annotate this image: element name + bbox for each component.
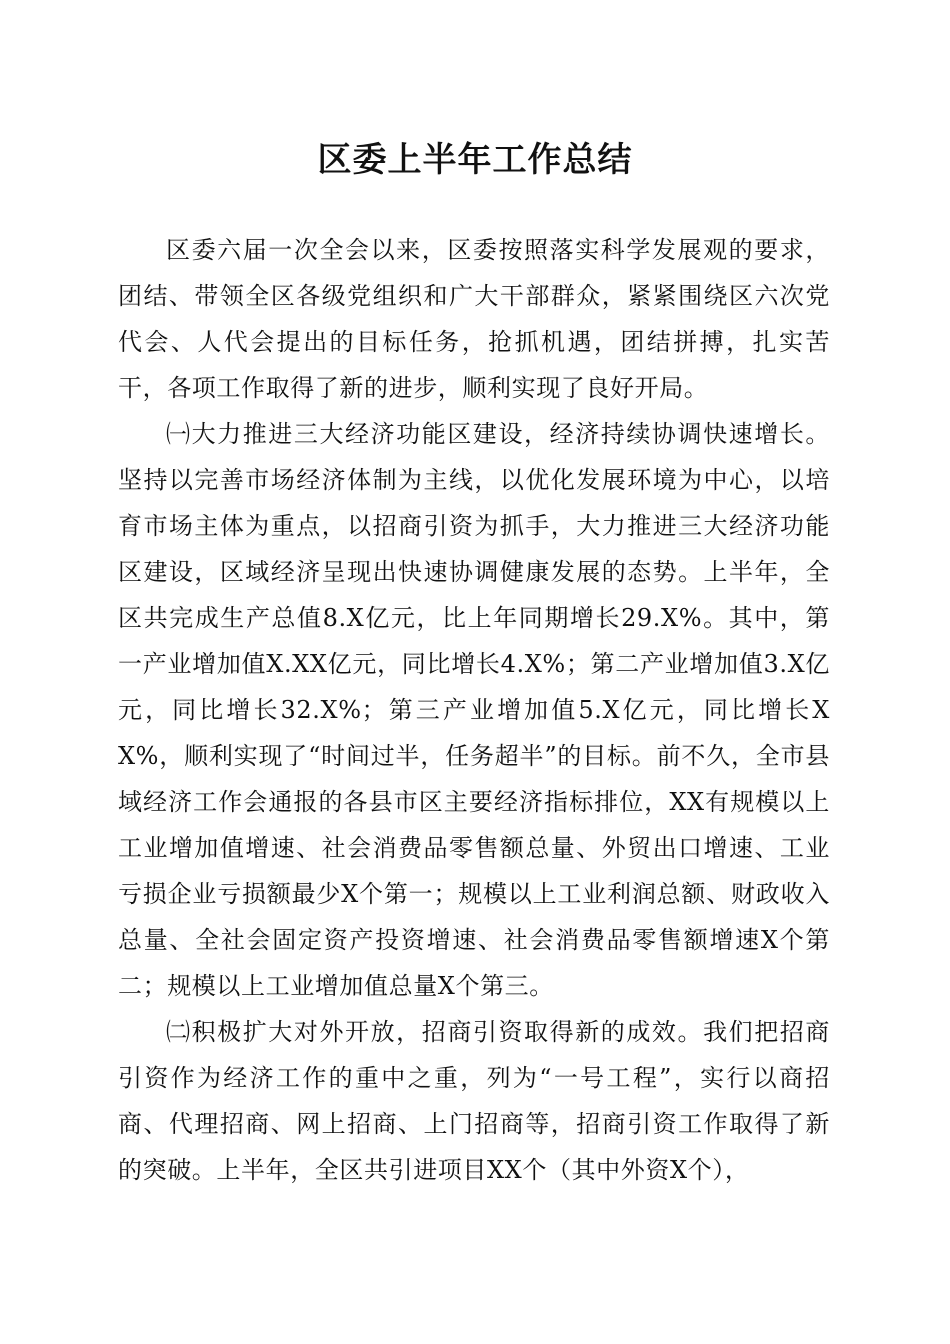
paragraph-section-2: ㈡积极扩大对外开放，招商引资取得新的成效。我们把招商引资作为经济工作的重中之重，列为“一号工程”，实行以商招商、代理招商、网上招商、上门招商等，招商引资工作取得了新的突破。上半年，全区共引进项目XX个（其中外资X个）， — [118, 1018, 830, 1184]
document-body — [118, 227, 830, 1193]
paragraph-intro: 区委六届一次全会以来，区委按照落实科学发展观的要求，团结、带领全区各级党组织和广大干部群众，紧紧围绕区六次党代会、人代会提出的目标任务，抢抓机遇，团结拼搏，扎实苦干，各项工作取得了新的进步，顺利实现了良好开局。 — [118, 236, 830, 402]
paragraph-section-1: ㈠大力推进三大经济功能区建设，经济持续协调快速增长。坚持以完善市场经济体制为主线，以优化发展环境为中心，以培育市场主体为重点，以招商引资为抓手，大力推进三大经济功能区建设，区域经济呈现出快速协调健康发展的态势。上半年，全区共完成生产总值8.X亿元，比上年同期增长29.X%。其中，第一产业增加值X.XX亿元，同比增长4.X%；第二产业增加值3.X亿元，同比增长32.X%；第三产业增加值5.X亿元，同比增长XX%，顺利实现了“时间过半，任务超半”的目标。前不久，全市县域经济工作会通报的各县市区主要经济指标排位，XX有规模以上工业增加值增速、社会消费品零售额总量、外贸出口增速、工业亏损企业亏损额最少X个第一；规模以上工业利润总额、财政收入总量、全社会固定资产投资增速、社会消费品零售额增速X个第二；规模以上工业增加值总量X个第三。 — [118, 420, 830, 1000]
document-title: 区委上半年工作总结 — [317, 140, 633, 180]
